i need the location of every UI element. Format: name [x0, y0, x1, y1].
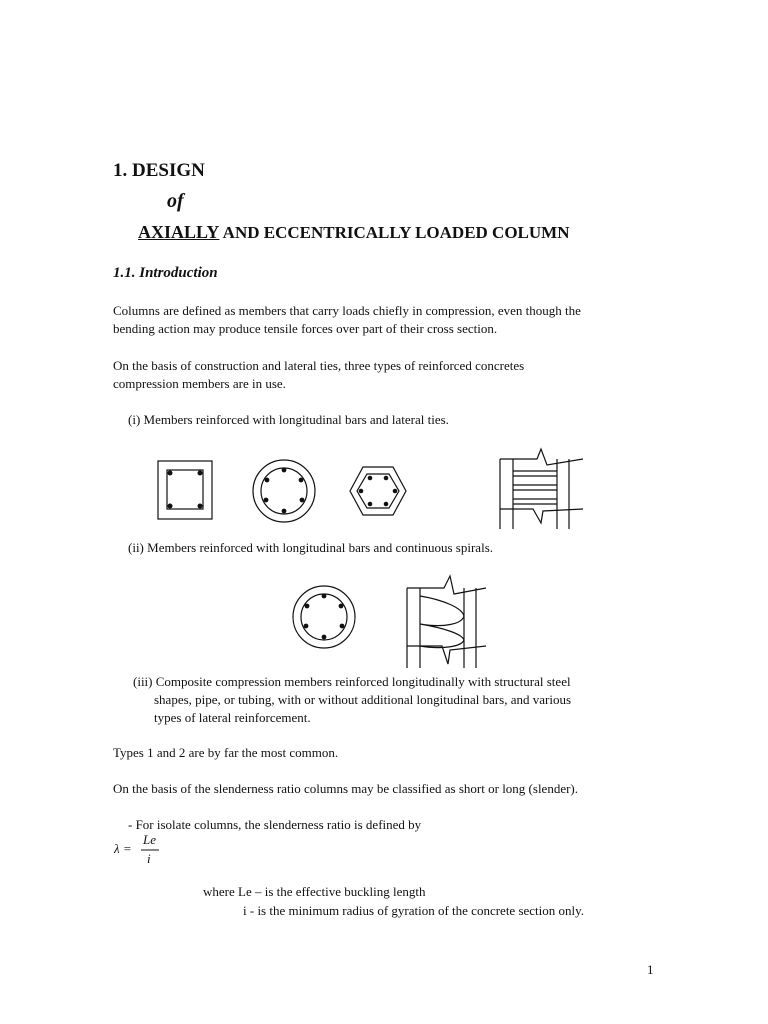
paragraph-1-line-1: Columns are defined as members that carry loads chiefly in compression, even though the	[113, 303, 581, 318]
paragraph-5: - For isolate columns, the slenderness ratio is defined by	[128, 817, 422, 832]
chapter-title: 1. DESIGN	[113, 160, 205, 181]
fraction-bar	[141, 849, 161, 851]
chapter-subtitle-bold: AXIALLY	[138, 222, 220, 242]
tied-square-column-figure	[157, 460, 213, 520]
paragraph-2-line-1: On the basis of construction and lateral ties, three types of reinforced concretes	[113, 358, 525, 373]
spiral-circular-column-figure	[292, 585, 356, 649]
formula-lhs: λ =	[114, 841, 132, 856]
spiral-column-elevation-figure	[404, 574, 490, 668]
list-item-iii-line-3: types of lateral reinforcement.	[154, 710, 311, 725]
tied-circular-column-figure	[252, 459, 316, 523]
tied-hexagonal-column-figure	[349, 466, 407, 516]
paragraph-4: On the basis of the slenderness ratio columns may be classified as short or long (slender).	[113, 781, 578, 796]
where-line-2: i - is the minimum radius of gyration of the concrete section only.	[243, 903, 585, 918]
paragraph-3: Types 1 and 2 are by far the most common.	[113, 745, 339, 760]
section-title: 1.1. Introduction	[113, 265, 218, 281]
chapter-subtitle-rest: AND ECCENTRICALLY LOADED COLUMN	[219, 223, 570, 242]
chapter-title-of: of	[167, 190, 184, 212]
list-item-i: (i) Members reinforced with longitudinal bars and lateral ties.	[128, 412, 449, 427]
tied-column-elevation-figure	[497, 447, 587, 529]
list-item-ii: (ii) Members reinforced with longitudinal bars and continuous spirals.	[128, 540, 494, 555]
paragraph-1-line-2: bending action may produce tensile forces over part of their cross section.	[113, 321, 498, 336]
paragraph-2-line-2: compression members are in use.	[113, 376, 286, 391]
where-line-1: where Le – is the effective buckling length	[203, 884, 426, 899]
formula-denominator: i	[147, 851, 151, 866]
list-item-iii-line-2: shapes, pipe, or tubing, with or without additional longitudinal bars, and various	[154, 692, 572, 707]
list-item-iii-line-1: (iii) Composite compression members reinforced longitudinally with structural steel	[133, 674, 571, 689]
page-number: 1	[647, 962, 654, 977]
formula-numerator: Le	[143, 832, 156, 847]
chapter-subtitle	[138, 222, 570, 243]
